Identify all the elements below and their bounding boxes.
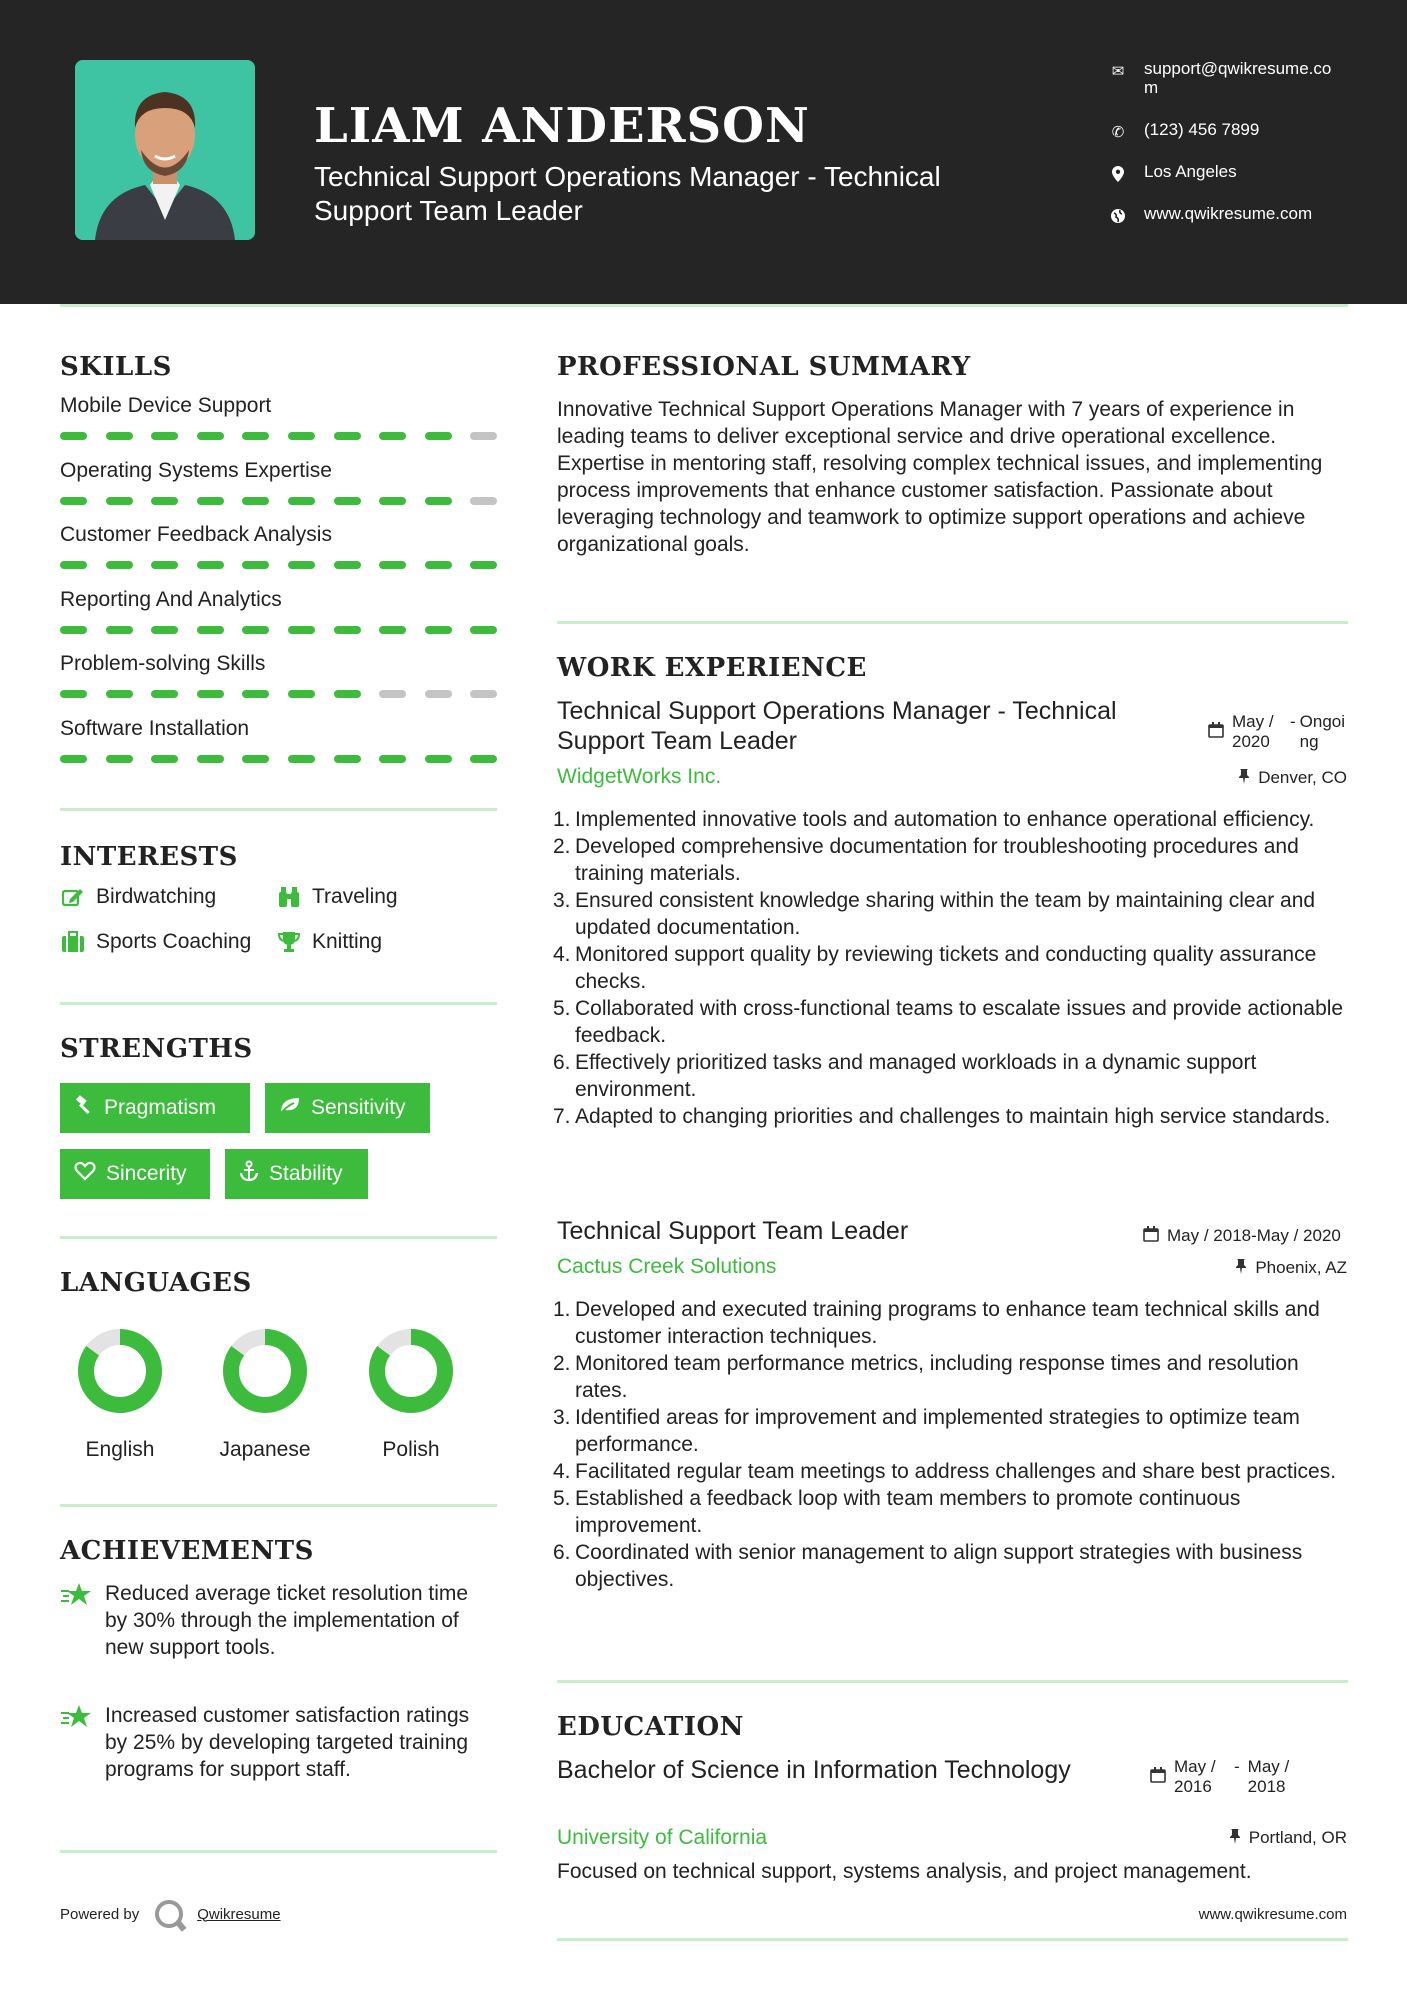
skill-level-segment <box>197 432 224 440</box>
skill-level-segment <box>288 432 315 440</box>
contact-email[interactable]: ✉ support@qwikresume.com <box>1108 59 1338 97</box>
languages-title: LANGUAGES <box>60 1268 252 1298</box>
job-duties <box>553 806 1347 1130</box>
interest-item: Birdwatching <box>60 885 216 909</box>
language-label: Polish <box>382 1438 440 1461</box>
skill-level-segment <box>151 432 178 440</box>
leaf-icon <box>279 1096 301 1120</box>
skill-level-segment <box>288 626 315 634</box>
skill-level-segment <box>379 497 406 505</box>
contact-website[interactable]: www.qwikresume.com <box>1108 204 1338 223</box>
work-title: WORK EXPERIENCE <box>557 653 867 683</box>
skill-level-segment <box>242 690 269 698</box>
skill-level-segment <box>334 497 361 505</box>
skill-level-segment <box>242 755 269 763</box>
job-location: Phoenix, AZ <box>1235 1258 1347 1278</box>
company-name: WidgetWorks Inc. <box>557 765 722 788</box>
skill-level-bar <box>60 497 497 505</box>
skill-level-segment <box>425 432 452 440</box>
skill-level-segment <box>60 690 87 698</box>
skill-name: Software Installation <box>60 716 250 740</box>
skill-level-segment <box>197 690 224 698</box>
star-icon <box>60 1582 92 1615</box>
interests-divider <box>60 1002 497 1005</box>
achievements-divider <box>60 1850 497 1853</box>
language-item <box>205 1326 325 1462</box>
summary-title: PROFESSIONAL SUMMARY <box>557 352 971 382</box>
duty-item: 2. Monitored team performance metrics, including response times and resolution rates. <box>553 1352 1299 1402</box>
strength-badge: Pragmatism <box>60 1083 250 1133</box>
language-gauge <box>366 1326 456 1416</box>
skill-level-segment <box>425 626 452 634</box>
degree-title: Bachelor of Science in Information Technology <box>557 1756 1071 1784</box>
briefcase-icon <box>60 930 86 954</box>
interest-item: Sports Coaching <box>60 930 251 954</box>
duty-item: 6. Effectively prioritized tasks and managed workloads in a dynamic support environment. <box>553 1051 1257 1101</box>
header-divider <box>60 304 1348 307</box>
language-item <box>351 1326 471 1462</box>
candidate-role: Technical Support Operations Manager - Technical Support Team Leader <box>314 161 941 226</box>
duty-item: 4. Monitored support quality by reviewing tickets and conducting quality assurance checks. <box>553 943 1317 993</box>
achievement-item: Increased customer satisfaction ratings by 25% by developing targeted training programs for support staff. <box>60 1702 490 1783</box>
phone-icon: ✆ <box>1111 123 1125 141</box>
education-description: Focused on technical support, systems analysis, and project management. <box>557 1860 1252 1883</box>
interest-item: Traveling <box>276 885 398 909</box>
skill-level-bar <box>60 755 497 763</box>
company-name: Cactus Creek Solutions <box>557 1255 777 1278</box>
skill-level-bar <box>60 561 497 569</box>
duty-item: 3. Identified areas for improvement and implemented strategies to optimize team performance. <box>553 1406 1300 1456</box>
duty-item: 2. Developed comprehensive documentation for troubleshooting procedures and training materials. <box>553 835 1299 885</box>
duty-item: 4. Facilitated regular team meetings to address challenges and share best practices. <box>553 1460 1337 1483</box>
trophy-icon <box>276 930 302 954</box>
skill-level-segment <box>106 432 133 440</box>
skills-divider <box>60 808 497 811</box>
skill-level-segment <box>334 626 361 634</box>
summary-divider <box>557 621 1348 624</box>
skill-level-segment <box>379 690 406 698</box>
skill-level-segment <box>334 432 361 440</box>
duty-item: 1. Implemented innovative tools and automation to enhance operational efficiency. <box>553 808 1315 831</box>
skill-level-segment <box>60 497 87 505</box>
skill-level-segment <box>197 561 224 569</box>
qwikresume-link[interactable]: Qwikresume <box>197 1905 281 1923</box>
skill-level-segment <box>242 561 269 569</box>
languages-divider <box>60 1504 497 1507</box>
calendar-icon <box>1143 1226 1159 1247</box>
profile-photo <box>75 60 255 240</box>
job-dates: May / 2020 - Ongoing <box>1208 712 1354 752</box>
skill-level-segment <box>379 561 406 569</box>
job-title: Technical Support Operations Manager - Technical Support Team Leader <box>557 697 1117 755</box>
skill-level-segment <box>60 626 87 634</box>
duty-item: 3. Ensured consistent knowledge sharing within the team by maintaining clear and updated documentation. <box>553 889 1316 939</box>
job-duties <box>553 1296 1347 1593</box>
skill-level-segment <box>288 690 315 698</box>
skill-level-segment <box>379 755 406 763</box>
duty-item: 6. Coordinated with senior management to align support strategies with business objectives. <box>553 1541 1303 1591</box>
skill-level-segment <box>425 497 452 505</box>
school-name: University of California <box>557 1826 768 1849</box>
skill-level-segment <box>106 755 133 763</box>
skill-level-segment <box>470 690 497 698</box>
skill-level-segment <box>334 561 361 569</box>
job-title: Technical Support Team Leader <box>557 1217 909 1245</box>
footer-website[interactable]: www.qwikresume.com <box>1198 1906 1347 1923</box>
star-icon <box>60 1704 92 1737</box>
achievement-item: Reduced average ticket resolution time by 30% through the implementation of new support tools. <box>60 1580 490 1661</box>
interests-title: INTERESTS <box>60 842 238 872</box>
skill-level-segment <box>334 690 361 698</box>
skill-level-segment <box>470 432 497 440</box>
skill-level-segment <box>425 561 452 569</box>
language-item <box>60 1326 180 1462</box>
location-pin-icon <box>1108 164 1128 184</box>
skill-level-segment <box>60 755 87 763</box>
footer-divider <box>557 1938 1348 1941</box>
job-location: Denver, CO <box>1238 768 1347 788</box>
strengths-divider <box>60 1236 497 1239</box>
interest-item: Knitting <box>276 930 382 954</box>
education-title: EDUCATION <box>557 1712 744 1742</box>
duty-item: 5. Established a feedback loop with team members to promote continuous improvement. <box>553 1487 1241 1537</box>
skill-level-segment <box>242 497 269 505</box>
skill-level-bar <box>60 690 497 698</box>
contact-phone[interactable]: ✆ (123) 456 7899 <box>1108 120 1338 139</box>
skill-level-segment <box>60 561 87 569</box>
skill-level-segment <box>470 755 497 763</box>
strength-badge: Sincerity <box>60 1149 210 1199</box>
skill-level-segment <box>60 432 87 440</box>
binoculars-icon <box>276 885 302 909</box>
language-label: English <box>85 1438 155 1461</box>
skill-level-segment <box>425 690 452 698</box>
skill-level-segment <box>334 755 361 763</box>
skill-level-segment <box>106 626 133 634</box>
skill-level-segment <box>470 497 497 505</box>
achievements-title: ACHIEVEMENTS <box>60 1536 314 1566</box>
language-label: Japanese <box>219 1438 311 1461</box>
gavel-icon <box>74 1095 94 1121</box>
skill-name: Mobile Device Support <box>60 394 272 417</box>
skills-title: SKILLS <box>60 352 172 382</box>
education-dates: May / 2016 - May / 2018 <box>1150 1757 1300 1797</box>
skill-name: Operating Systems Expertise <box>60 458 332 482</box>
skill-name: Customer Feedback Analysis <box>60 523 332 546</box>
skill-level-segment <box>151 561 178 569</box>
summary-text: Innovative Technical Support Operations Manager with 7 years of experience in leading teams to deliver exceptional service and drive operational excellence. Expertise in mentoring staff, resolving complex technical issues, and implementing process improvements that enhance customer satisfaction. Passionate about leveraging technology and teamwork to optimize support operations and achieve organizational goals. <box>557 398 1323 556</box>
contact-location: Los Angeles <box>1108 162 1338 181</box>
resume-header <box>0 0 1407 304</box>
pushpin-icon <box>1229 1828 1241 1848</box>
candidate-name: LIAM ANDERSON <box>314 98 810 154</box>
skill-level-segment <box>242 626 269 634</box>
envelope-icon: ✉ <box>1111 62 1125 80</box>
calendar-icon <box>1150 1767 1166 1788</box>
skill-level-segment <box>425 755 452 763</box>
powered-by: Powered by Qwikresume <box>60 1900 281 1928</box>
strengths-title: STRENGTHS <box>60 1034 253 1064</box>
skill-level-bar <box>60 626 497 634</box>
skill-level-bar <box>60 432 497 440</box>
heart-icon <box>74 1161 96 1187</box>
skill-level-segment <box>379 432 406 440</box>
skill-level-segment <box>151 497 178 505</box>
skill-level-segment <box>288 755 315 763</box>
duty-item: 5. Collaborated with cross-functional teams to escalate issues and provide actionable feedback. <box>553 997 1344 1047</box>
skill-name: Problem-solving Skills <box>60 652 266 675</box>
job-dates: May / 2018-May / 2020 <box>1143 1226 1341 1247</box>
skill-level-segment <box>151 690 178 698</box>
skill-level-segment <box>151 755 178 763</box>
calendar-icon <box>1208 722 1224 743</box>
language-gauge <box>220 1326 310 1416</box>
skill-level-segment <box>106 497 133 505</box>
globe-icon <box>1108 206 1128 226</box>
duty-item: 7. Adapted to changing priorities and challenges to maintain high service standards. <box>553 1105 1331 1128</box>
qwikresume-logo-icon <box>155 1900 183 1928</box>
work-divider <box>557 1680 1348 1683</box>
skill-level-segment <box>288 497 315 505</box>
skill-level-segment <box>197 497 224 505</box>
skill-level-segment <box>470 626 497 634</box>
skill-level-segment <box>379 626 406 634</box>
skill-level-segment <box>197 755 224 763</box>
pushpin-icon <box>1238 768 1250 788</box>
skill-level-segment <box>470 561 497 569</box>
language-gauge <box>75 1326 165 1416</box>
skill-level-segment <box>242 432 269 440</box>
skill-name: Reporting And Analytics <box>60 587 282 611</box>
skill-level-segment <box>151 626 178 634</box>
strength-badge: Stability <box>225 1149 368 1199</box>
skill-level-segment <box>288 561 315 569</box>
anchor-icon <box>239 1160 259 1188</box>
skill-level-segment <box>106 690 133 698</box>
edit-icon <box>60 885 86 909</box>
duty-item: 1. Developed and executed training programs to enhance team technical skills and customer interaction techniques. <box>553 1298 1320 1348</box>
education-location: Portland, OR <box>1229 1828 1347 1848</box>
skill-level-segment <box>106 561 133 569</box>
strength-badge: Sensitivity <box>265 1083 430 1133</box>
pushpin-icon <box>1235 1258 1247 1278</box>
skill-level-segment <box>197 626 224 634</box>
